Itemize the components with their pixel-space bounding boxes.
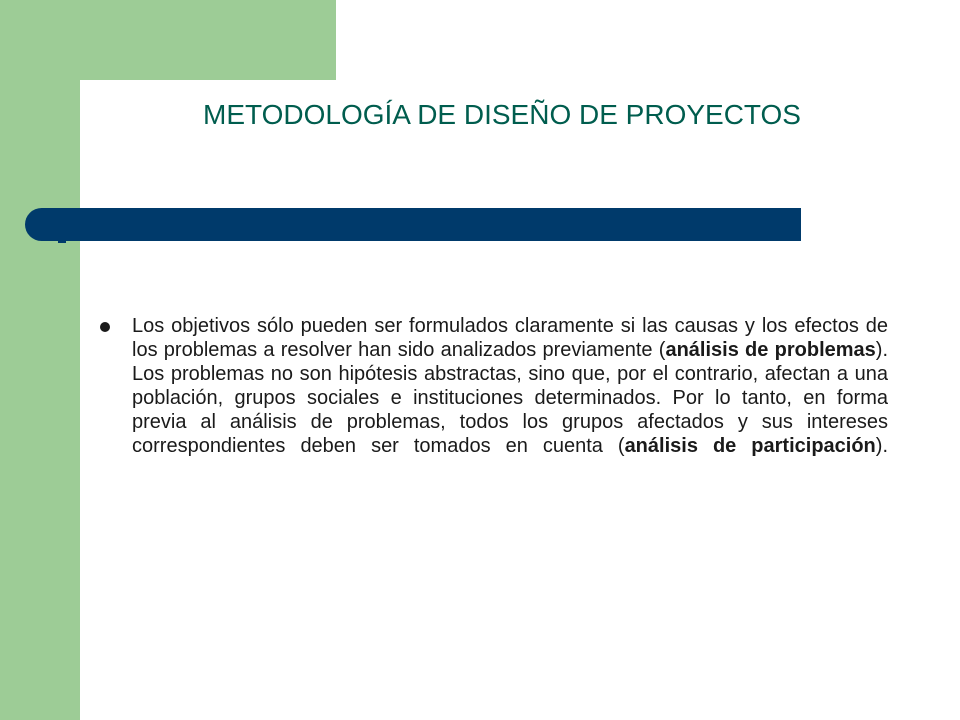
paragraph-text-1: Los objetivos sólo pueden ser formulados claramente si las causas y los efectos de los problemas a resolver han sido analizados previamente ( (132, 315, 888, 361)
content-area-corner (80, 80, 200, 200)
bullet-paragraph (132, 314, 888, 458)
green-left-band (0, 0, 80, 720)
title-divider-bar (25, 208, 801, 241)
divider-bar-notch (58, 241, 66, 243)
slide-title: METODOLOGÍA DE DISEÑO DE PROYECTOS (203, 99, 801, 130)
paragraph-text-2: ). Los problemas no son hipótesis abstractas, sino que, por el contrario, afectan a una población, grupos sociales e instituciones determinados. Por lo tanto, en forma previa al análisis de problemas, todos los grupos afectados y sus intereses correspondientes deben ser tomados en cuenta ( (132, 339, 888, 457)
bold-term-participacion: análisis de participación (624, 435, 876, 457)
bullet-dot-icon (100, 322, 110, 332)
paragraph-text-3: ). (875, 435, 888, 457)
bold-term-problemas: análisis de problemas (665, 339, 876, 361)
